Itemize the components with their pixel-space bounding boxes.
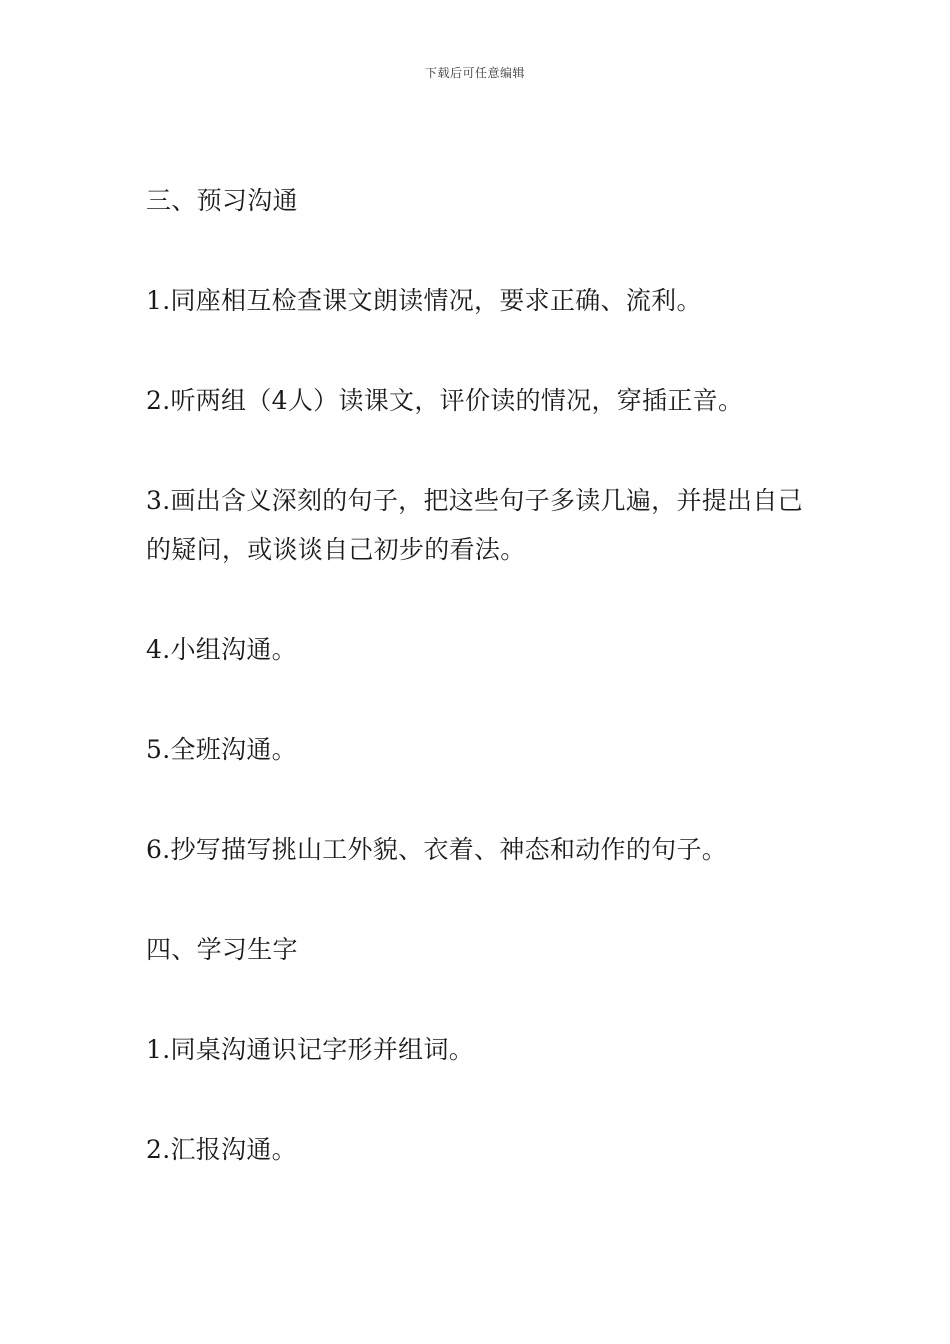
document-body xyxy=(146,176,816,1225)
list-item: 5.全班沟通。 xyxy=(146,735,297,764)
list-item: 1.同桌沟通识记字形并组词。 xyxy=(146,1035,475,1064)
list-item: 3.画出含义深刻的句子，把这些句子多读几遍，并提出自己的疑问，或谈谈自己初步的看法。 xyxy=(146,486,803,564)
section-heading-characters: 四、学习生字 xyxy=(146,935,298,964)
list-item: 2.汇报沟通。 xyxy=(146,1135,297,1164)
list-item: 2.听两组（4人）读课文，评价读的情况，穿插正音。 xyxy=(146,386,744,415)
section-heading-preview: 三、预习沟通 xyxy=(146,186,298,215)
list-item: 1.同座相互检查课文朗读情况，要求正确、流利。 xyxy=(146,286,702,315)
list-item: 4.小组沟通。 xyxy=(146,635,297,664)
page-header: 下载后可任意编辑 xyxy=(424,66,525,80)
list-item: 6.抄写描写挑山工外貌、衣着、神态和动作的句子。 xyxy=(146,835,728,864)
